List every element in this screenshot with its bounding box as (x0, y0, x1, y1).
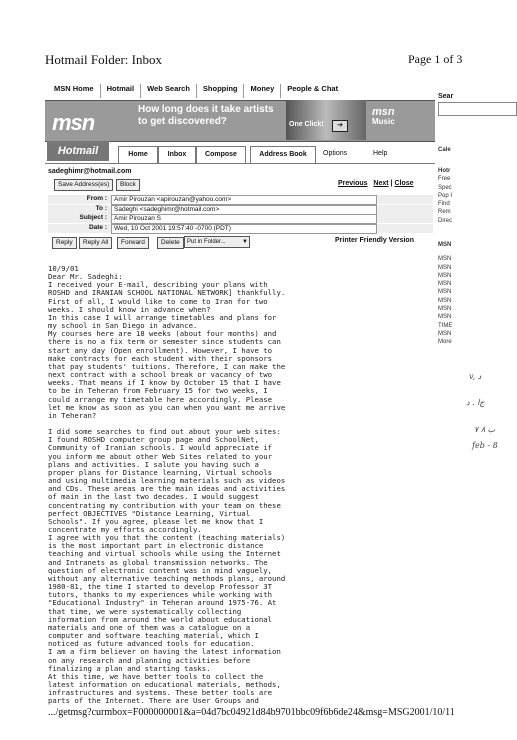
msn-logo[interactable]: msn (52, 110, 95, 135)
reply-all-button[interactable]: Reply All (79, 237, 112, 249)
date-value: Wed, 10 Oct 2001 19:57:40 -0700 (PDT) (111, 224, 377, 234)
right-link[interactable]: MSN (438, 281, 452, 288)
right-link[interactable]: MSN (438, 330, 452, 337)
right-link[interactable]: Rem (438, 209, 451, 216)
tab-options[interactable]: Options (323, 150, 348, 157)
right-link[interactable]: Find (438, 201, 450, 208)
right-link[interactable]: MSN (438, 264, 452, 271)
msn-nav-hotmail[interactable]: Hotmail (101, 84, 142, 98)
msn-music-brand: msn (372, 106, 395, 118)
right-link[interactable]: More (438, 339, 452, 346)
right-link[interactable]: TIME (438, 322, 453, 329)
close-link[interactable]: Close (394, 180, 414, 187)
reply-button[interactable]: Reply (52, 237, 77, 249)
right-link[interactable]: Pop I (438, 192, 453, 199)
subject-label: Subject : (79, 214, 107, 221)
search-input[interactable] (438, 102, 517, 116)
from-label: From : (86, 195, 107, 202)
header-subject-row (48, 214, 433, 223)
right-link[interactable]: Spec (438, 184, 452, 191)
header-from-row (48, 195, 433, 204)
calendar-label[interactable]: Cale (438, 147, 451, 153)
hotmail-logo[interactable]: Hotmail (47, 141, 109, 161)
handwritten-note: ﺏ ۸ ۷ (474, 425, 496, 434)
ad-photo (286, 100, 366, 140)
msn-nav-money[interactable]: Money (244, 84, 281, 98)
account-email: sadeghimr@hotmail.com (48, 168, 132, 175)
msn-music-label: Music (372, 117, 395, 126)
right-links-c (438, 241, 452, 347)
put-in-folder-select[interactable] (184, 236, 250, 248)
tab-compose[interactable]: Compose (196, 146, 246, 163)
search-label: Sear (438, 93, 454, 100)
msn-nav-shopping[interactable]: Shopping (197, 84, 245, 98)
msn-nav-web-search[interactable]: Web Search (141, 84, 197, 98)
right-link[interactable]: Hotr (438, 168, 451, 174)
tab-inbox[interactable]: Inbox (158, 146, 196, 163)
printer-friendly-link[interactable]: Printer Friendly Version (335, 237, 414, 244)
footer-url: .../getmsg?curmbox=F000000001&a=04d7bc04921d84b9701bbc09f6b6de24&msg=MSG2001/10/11 (48, 707, 455, 718)
forward-button[interactable]: Forward (117, 237, 149, 249)
delete-button[interactable]: Delete (157, 237, 184, 249)
arrow-icon[interactable]: ➔ (332, 120, 348, 132)
page-title: Hotmail Folder: Inbox (45, 52, 162, 67)
handwritten-note: ﺝﺍ . ﺩ (466, 398, 485, 407)
ad-text[interactable]: How long does it take artists to get discovered? (138, 104, 274, 127)
right-link[interactable]: MSN (438, 272, 452, 279)
tab-home[interactable]: Home (118, 146, 158, 163)
from-value: Amir Pirouzan <apirouzan@yahoo.com> (111, 195, 377, 205)
tab-address-book[interactable]: Address Book (250, 146, 316, 163)
header-to-row (48, 205, 433, 214)
next-link[interactable]: Next (373, 180, 389, 187)
right-link[interactable]: MSN (438, 256, 452, 263)
right-link[interactable]: MSN (438, 297, 452, 304)
previous-link[interactable]: Previous (338, 180, 368, 187)
msn-music-ad[interactable] (372, 107, 395, 127)
one-click-label: One Click! (289, 121, 324, 128)
page-number: Page 1 of 3 (408, 52, 463, 66)
message-nav: Previous Next | Close (338, 180, 414, 187)
put-in-folder-value: Put in Folder... (187, 239, 226, 245)
to-label: To : (95, 205, 107, 212)
msn-nav (48, 84, 438, 98)
right-links-b (438, 167, 452, 225)
right-link[interactable]: Free (438, 176, 451, 183)
message-body: 10/9/01 Dear Mr. Sadeghi: I received your E-mail, describing your plans with ROSHD and IRANIAN SCHOOL NATIONAL NETWORK] thankfully. First of all, I would like to come to Iran for two weeks. I should know in advance when? In this case I will arrange timetables and plans for my school in San Diego in advance. My courses here are 18 weeks (about four months) and there is no a fix term or semester since students can start any day (Open enrollment). However, I have to make contracts for each student with their sponsors that pay students' tuitions. Therefore, I can make the next contract with a school break or vacancy of two weeks. That means if I know by October 15 that I have to be in Teheran from February 15 for two weeks, I could arrange my timetable here accordingly. Please let me know as soon as you can when you want me arrive in Teheran? I did some searches to find out about your web sites: I found ROSHD computer group page and SchoolNet, Community of Iranian schools. I would appreciate if you inform me about other Web Sites related to your plans and activities. I salute you having such a proper plans for Distance learning, Virtual schools and using multimedia learning materials such as videos and CDs. These areas are the main ideas and activities of main in the last two decades. I would suggest concentrating my contribution with your team on these perfect OBJECTIVES "Distance Learning, Virtual Schools". If you agree, please let me know that I concentrate my efforts accordingly. I agree with you that the content (teaching materials) is the most important part in electronic distance teaching and virtual schools while using the Internet and Intranets as global transmission networks. The question of electronic content was in mind vaguely, without any alternative teaching methods plans, around 1980-81, the time I started to develop Professor 3T tutors, thanks to my experiences while working with "Educational Industry" in Teheran around 1975-76. At that time, we were systematically collecting information from around the world about educational materials and one of them was a catalogue on a computer and software teaching material, which I noticed as future advanced tools for education. I am a firm believer on having the latest information on any research and planning activities before finalizing a plan and starting tasks. At this time, we have better tools to collect the latest information on educational materials, methods, infrastructures and systems. These better tools are parts of the Internet. There are User Groups and (48, 264, 286, 706)
right-link[interactable]: MSN (438, 289, 452, 296)
msn-nav-home[interactable]: MSN Home (48, 84, 101, 98)
to-value: Sadeghi <sadeghimr@hotmail.com> (111, 205, 377, 215)
subject-value: Amir Pirouzan S (111, 214, 377, 224)
tab-help[interactable]: Help (373, 150, 388, 157)
header-date-row (48, 224, 433, 233)
handwritten-note: feb - 8 (472, 441, 498, 450)
right-link[interactable]: Direc (438, 217, 453, 224)
right-link[interactable]: MSN (438, 314, 452, 321)
handwritten-note: v, ﺩ (469, 372, 482, 381)
date-label: Date : (88, 224, 107, 231)
save-address-button[interactable]: Save Address(es) (54, 179, 113, 191)
block-button[interactable]: Block (116, 179, 140, 191)
chevron-down-icon: ▼ (242, 239, 248, 245)
right-link[interactable]: MSN (438, 242, 452, 248)
right-link[interactable]: MSN (438, 306, 452, 313)
msn-nav-people-chat[interactable]: People & Chat (287, 84, 339, 93)
